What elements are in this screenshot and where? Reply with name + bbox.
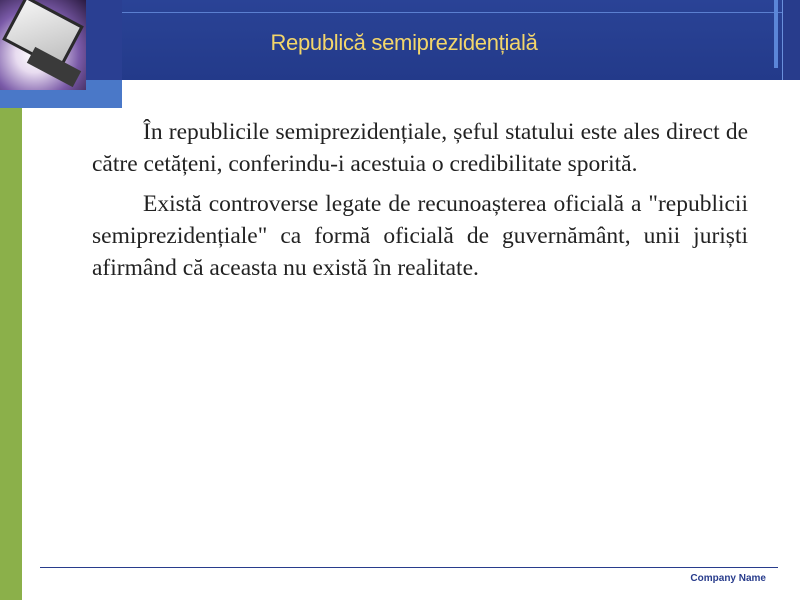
footer-divider [40, 567, 778, 568]
header-frame-line [122, 12, 782, 13]
page-title: Republică semiprezidențială [270, 30, 538, 55]
header-frame-accent [774, 0, 778, 68]
slide-body [92, 116, 748, 292]
paragraph-1: În republicile semiprezidențiale, șeful statului este ales direct de către cetățeni, conferindu-i acestuia o credibilitate sporită. [92, 119, 748, 177]
paragraph-2: Există controverse legate de recunoașterea oficială a "republicii semiprezidențiale" ca formă oficială de guvernământ, unii juriști afirmând că aceasta nu există în realitate. [92, 191, 748, 281]
computer-image-icon [0, 0, 86, 90]
header-frame-accent-thin [782, 0, 783, 80]
left-accent-bar [0, 108, 22, 600]
logo-frame [86, 0, 122, 80]
footer-company-name: Company Name [690, 573, 766, 584]
